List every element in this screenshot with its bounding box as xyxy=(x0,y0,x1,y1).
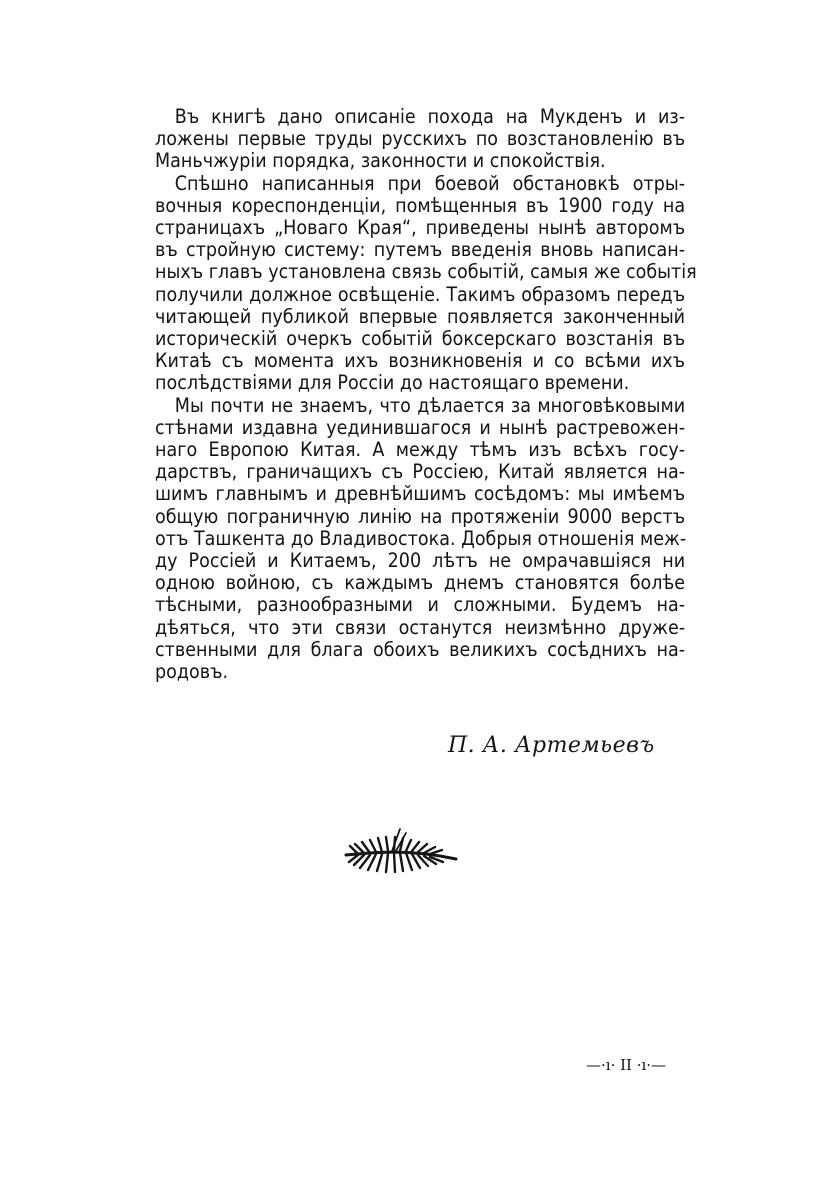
text-line: Мы почти не знаемъ, что дѣлается за многовѣковыми xyxy=(174,393,686,417)
text-line: вочныя кореспонденціи, помѣщенныя въ 1900 году на xyxy=(155,193,686,217)
page-number: —·ı· II ·ı·— xyxy=(586,1056,667,1074)
text-line: шимъ главнымъ и древнѣйшимъ сосѣдомъ: мы имѣемъ xyxy=(155,482,686,506)
text-line: Маньчжуріи порядка, законности и спокойствія. xyxy=(155,149,606,173)
text-line: читающей публикой впервые появляется законченный xyxy=(155,304,686,328)
text-line: историческій очеркъ событій боксерскаго возстанія въ xyxy=(155,327,686,351)
text-line: ложены первые труды русскихъ по возстановленію въ xyxy=(155,127,686,151)
text-line: дѣяться, что эти связи останутся неизмѣнно друже- xyxy=(155,615,686,639)
text-line: наго Европою Китая. А между тѣмъ изъ всѣхъ госу- xyxy=(155,438,686,462)
text-line: тѣсными, разнообразными и сложными. Будемъ на- xyxy=(155,593,686,617)
body-text xyxy=(155,105,697,684)
text-line: получили должное освѣщеніе. Такимъ образомъ передъ xyxy=(155,282,686,306)
text-line: общую пограничную линію на протяженіи 9000 верстъ xyxy=(155,504,686,528)
text-line: дарствъ, граничащихъ съ Россіею, Китай является на- xyxy=(155,460,686,484)
text-line: послѣдствіями для Россіи до настоящаго времени. xyxy=(155,371,630,395)
paragraph-1 xyxy=(155,106,685,173)
text-line: одною войною, съ каждымъ днемъ становятся болѣе xyxy=(155,571,686,595)
text-line: ду Россіей и Китаемъ, 200 лѣтъ не омрачавшіяся ни xyxy=(155,549,686,573)
author-signature: П. А. Артемьевъ xyxy=(448,733,655,758)
text-line: ственными для блага обоихъ великихъ сосѣднихъ на- xyxy=(155,637,686,661)
text-line: родовъ. xyxy=(155,660,229,684)
fir-branch-icon xyxy=(340,825,462,881)
text-line: стѣнами издавна уединившагося и нынѣ растревожен- xyxy=(155,415,686,439)
text-line: Спѣшно написанныя при боевой обстановкѣ отры- xyxy=(174,171,686,195)
text-line: Въ книгѣ дано описаніе похода на Мукденъ и из- xyxy=(174,105,686,128)
text-line: Китаѣ съ момента ихъ возникновенія и со всѣми ихъ xyxy=(155,349,686,373)
paragraph-2 xyxy=(155,171,697,395)
text-line: страницахъ „Новаго Края“, приведены нынѣ авторомъ xyxy=(155,216,686,240)
text-line: ныхъ главъ установлена связь событій, самыя же событія xyxy=(155,260,697,284)
text-line: отъ Ташкента до Владивостока. Добрыя отношенія меж- xyxy=(155,526,687,550)
text-line: въ стройную систему: путемъ введенія вновь написан- xyxy=(155,238,686,262)
paragraph-3 xyxy=(155,395,685,684)
